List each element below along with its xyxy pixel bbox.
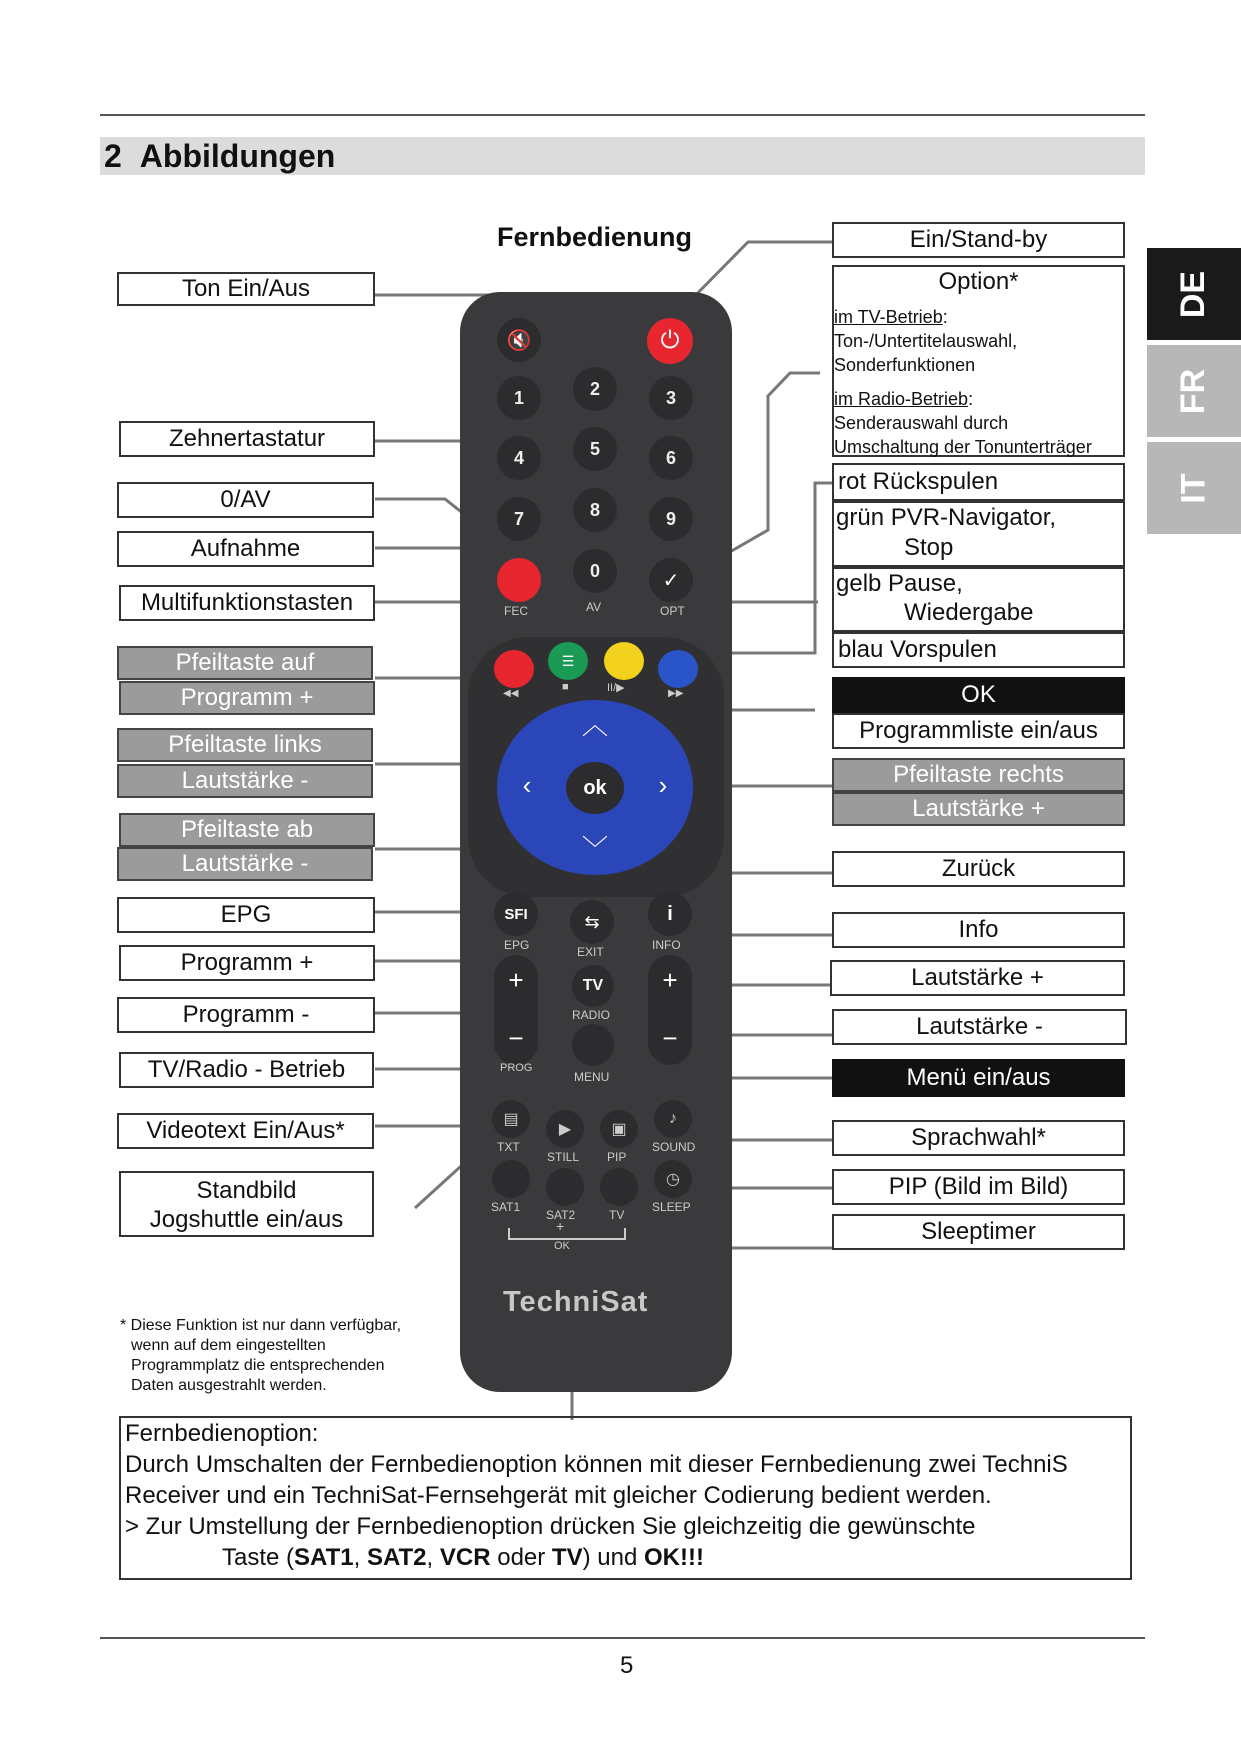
sfi-button[interactable]: SFI (494, 892, 538, 936)
digit-3-button[interactable]: 3 (649, 376, 693, 420)
ok-button[interactable]: ok (566, 762, 624, 814)
info-key-label: INFO (652, 938, 681, 952)
label-sleeptimer: Sleeptimer (832, 1214, 1125, 1250)
sleep-button[interactable]: ◷ (654, 1160, 692, 1198)
arrow-left-button[interactable]: ‹ (522, 769, 532, 800)
label-red-key: rot Rückspulen (832, 463, 1125, 501)
tv-option-button[interactable] (600, 1168, 638, 1206)
info-button[interactable]: i (648, 892, 692, 936)
label-record: Aufnahme (117, 531, 374, 567)
sleep-key-label: SLEEP (652, 1200, 691, 1214)
menu-button[interactable] (572, 1024, 614, 1066)
teletext-button[interactable]: ▤ (492, 1100, 530, 1138)
label-program-plus: Programm + (119, 945, 375, 981)
opt-button[interactable]: ✓ (649, 558, 693, 602)
digit-8-button[interactable]: 8 (573, 488, 617, 532)
label-option: Option* im TV-Betrieb: Ton-/Untertitelauswahl, Sonderfunktionen im Radio-Betrieb: Senderauswahl durch Umschaltung der Tonunterträger (832, 265, 1125, 457)
page-number: 5 (620, 1652, 634, 1679)
pip-button[interactable]: ▣ (600, 1110, 638, 1148)
label-back: Zurück (832, 851, 1125, 887)
tv2-key-label: TV (609, 1208, 625, 1222)
digit-5-button[interactable]: 5 (573, 427, 617, 471)
label-still-jogshuttle: Standbild Jogshuttle ein/aus (119, 1171, 374, 1237)
still-button[interactable]: ▶ (546, 1110, 584, 1148)
pip-key-label: PIP (607, 1150, 627, 1164)
exit-key-label: EXIT (577, 945, 604, 959)
program-minus-button[interactable]: − (508, 1022, 524, 1053)
epg-key-label: EPG (504, 938, 530, 952)
label-yellow-key: gelb Pause, Wiedergabe (832, 567, 1125, 632)
digit-0-button[interactable]: 0 (573, 549, 617, 593)
remote-option-box: Fernbedienoption: Durch Umschalten der Fernbedienoption können mit dieser Fernbedienung zwei TechniS Receiver und ein TechniSat-Fernsehgerät mit gleicher Codierung bedient werden. > Zur Umstellung der Fernbedienoption drücken Sie gleichzeitig die gewünschte Taste (SAT1, SAT2, VCR oder TV) und OK!!! (119, 1416, 1132, 1580)
label-ok: OK (832, 677, 1125, 713)
arrow-up-button[interactable]: ︿ (581, 709, 608, 740)
option-plus-label: + (556, 1218, 565, 1234)
sat2-button[interactable] (546, 1168, 584, 1206)
digit-4-button[interactable]: 4 (497, 436, 541, 480)
label-arrow-right: Pfeiltaste rechts (832, 758, 1125, 792)
label-volume-down: Lautstärke - (117, 847, 373, 881)
label-blue-key: blau Vorspulen (832, 632, 1125, 668)
prog-key-label: PROG (500, 1062, 533, 1074)
label-menu: Menü ein/aus (832, 1059, 1125, 1097)
label-tv-radio: TV/Radio - Betrieb (119, 1052, 374, 1088)
label-volume-plus: Lautstärke + (830, 960, 1125, 996)
digit-7-button[interactable]: 7 (497, 497, 541, 541)
sat1-button[interactable] (492, 1160, 530, 1198)
radio-key-label: RADIO (572, 1008, 611, 1022)
pause-play-key-label: II/▶ (607, 682, 625, 694)
bottom-rule (100, 1637, 1145, 1639)
label-program-list: Programmliste ein/aus (832, 713, 1125, 749)
opt-key-label: OPT (660, 604, 685, 618)
digit-9-button[interactable]: 9 (649, 497, 693, 541)
label-volume-minus: Lautstärke - (832, 1009, 1127, 1045)
arrow-down-button[interactable]: ﹀ (581, 833, 608, 864)
footnote: * Diese Funktion ist nur dann verfügbar, wenn auf dem eingestellten Programmplatz die entsprechenden Daten ausgestrahlt werden. (120, 1317, 402, 1394)
label-numpad: Zehnertastatur (119, 421, 375, 457)
lang-tab-it[interactable]: IT (1147, 442, 1241, 534)
record-button[interactable] (497, 558, 541, 602)
label-green-key: grün PVR-Navigator, Stop (832, 501, 1125, 567)
blue-key[interactable] (658, 650, 698, 688)
label-arrow-up: Pfeiltaste auf (117, 646, 373, 680)
arrow-right-button[interactable]: › (658, 769, 668, 800)
av-key-label: AV (586, 600, 602, 614)
label-mute: Ton Ein/Aus (117, 272, 375, 306)
fec-key-label: FEC (504, 604, 528, 618)
rewind-key-label: ◀◀ (503, 688, 519, 699)
label-program-up: Programm + (119, 681, 375, 715)
ffw-key-label: ▶▶ (668, 688, 684, 699)
digit-1-button[interactable]: 1 (497, 376, 541, 420)
sound-key-label: SOUND (652, 1140, 696, 1154)
sound-button[interactable]: ♪ (654, 1100, 692, 1138)
stop-key-label: ■ (562, 681, 569, 693)
txt-key-label: TXT (497, 1140, 520, 1154)
sat2-key-label: SAT2 (546, 1208, 576, 1222)
label-pip: PIP (Bild im Bild) (832, 1169, 1125, 1205)
label-arrow-left: Pfeiltaste links (117, 728, 373, 762)
option-ok-label: OK (554, 1240, 570, 1252)
label-volume-left: Lautstärke - (117, 764, 373, 798)
volume-minus-button[interactable]: − (662, 1022, 678, 1053)
label-standby: Ein/Stand-by (832, 222, 1125, 258)
lang-tab-fr[interactable]: FR (1147, 345, 1241, 437)
label-multifunction: Multifunktionstasten (119, 585, 375, 621)
power-button[interactable]: ⏻ (647, 318, 693, 364)
figure-title: Fernbedienung (497, 222, 692, 252)
lang-tab-de[interactable]: DE (1147, 248, 1241, 340)
mute-button[interactable]: 🔇 (497, 318, 541, 362)
menu-key-label: MENU (574, 1070, 610, 1084)
volume-plus-button[interactable]: + (662, 964, 678, 995)
label-teletext: Videotext Ein/Aus* (117, 1113, 374, 1149)
section-heading: 2 Abbildungen (104, 138, 336, 174)
digit-2-button[interactable]: 2 (573, 367, 617, 411)
label-info: Info (832, 912, 1125, 948)
label-program-minus: Programm - (117, 997, 375, 1033)
digit-6-button[interactable]: 6 (649, 436, 693, 480)
option-bracket (508, 1228, 626, 1240)
label-language: Sprachwahl* (832, 1120, 1125, 1156)
still-key-label: STILL (547, 1150, 580, 1164)
label-arrow-down: Pfeiltaste ab (119, 813, 375, 847)
green-key[interactable]: ☰ (548, 642, 588, 680)
red-key[interactable] (494, 650, 534, 688)
label-av: 0/AV (117, 482, 374, 518)
sat1-key-label: SAT1 (491, 1200, 521, 1214)
label-epg: EPG (117, 897, 375, 933)
program-plus-button[interactable]: + (508, 964, 524, 995)
brand-logo: TechniSat (503, 1286, 649, 1318)
exit-button[interactable]: ⇆ (570, 900, 614, 944)
tv-radio-button[interactable]: TV (572, 965, 614, 1007)
yellow-key[interactable] (604, 642, 644, 680)
label-volume-right: Lautstärke + (832, 792, 1125, 826)
